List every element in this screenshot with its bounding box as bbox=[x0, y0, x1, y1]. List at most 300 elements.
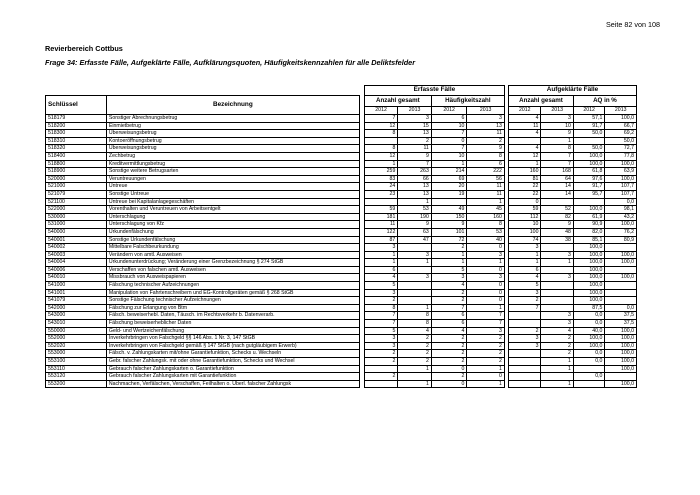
cell-anzahl-2012: 5 bbox=[364, 282, 398, 290]
cell-hz-2013: 11 bbox=[467, 183, 505, 191]
cell-bezeichnung: Sonstiger Abrechnungsbetrug bbox=[106, 115, 359, 123]
cell-aq-2013: 100,0 bbox=[605, 342, 637, 350]
table-row bbox=[46, 206, 637, 214]
cell-hz-2012: 5 bbox=[431, 266, 467, 274]
cell-anzahl-2013: 13 bbox=[398, 130, 432, 138]
cell-anzahl-2012: 3 bbox=[364, 244, 398, 252]
cell-aq-2013: 0,0 bbox=[605, 198, 637, 206]
cell-hz-2013: 11 bbox=[467, 130, 505, 138]
cell-hz-2012: 10 bbox=[431, 152, 467, 160]
cell-hz-2012: 9 bbox=[431, 221, 467, 229]
cell-bezeichnung: Fälschung beweiserheblicher Daten bbox=[106, 320, 359, 328]
header-year: 2012 bbox=[508, 107, 540, 115]
header-year: 2013 bbox=[467, 107, 505, 115]
cell-anzahl-2013: 4 bbox=[398, 327, 432, 335]
cell-schluessel: 553120 bbox=[46, 373, 107, 381]
cell-hz-2012: 2 bbox=[431, 358, 467, 366]
cell-schluessel: 553110 bbox=[46, 365, 107, 373]
cell-aufgeklaert-2013: 1 bbox=[541, 358, 573, 366]
cell-hz-2012: 2 bbox=[431, 244, 467, 252]
cell-aq-2013: 100,0 bbox=[605, 350, 637, 358]
cell-anzahl-2013: 2 bbox=[398, 342, 432, 350]
cell-aq-2012 bbox=[573, 380, 604, 388]
cell-anzahl-2012: 8 bbox=[364, 130, 398, 138]
cell-aq-2012 bbox=[573, 198, 604, 206]
cell-aufgeklaert-2012: 100 bbox=[508, 228, 540, 236]
cell-bezeichnung: Verschaffen von falschen amtl. Ausweisen bbox=[106, 266, 359, 274]
cell-bezeichnung: Vorenthalten und Veruntreuen von Arbeitsentgelt bbox=[106, 206, 359, 214]
cell-aq-2013: 66,7 bbox=[605, 122, 637, 130]
cell-hz-2013: 0 bbox=[467, 373, 505, 381]
table-row bbox=[46, 335, 637, 343]
cell-anzahl-2013: 3 bbox=[398, 251, 432, 259]
cell-aq-2013: 50,0 bbox=[605, 137, 637, 145]
cell-aufgeklaert-2012: 81 bbox=[508, 175, 540, 183]
cell-aufgeklaert-2013 bbox=[541, 198, 573, 206]
cell-anzahl-2012: 3 bbox=[364, 342, 398, 350]
cell-aq-2013: 77,8 bbox=[605, 152, 637, 160]
cell-aufgeklaert-2013: 4 bbox=[541, 327, 573, 335]
cell-schluessel: 518400 bbox=[46, 152, 107, 160]
cell-aufgeklaert-2012: 12 bbox=[508, 152, 540, 160]
cell-hz-2012: 0 bbox=[431, 137, 467, 145]
cell-hz-2012: 2 bbox=[431, 342, 467, 350]
table-row bbox=[46, 115, 637, 123]
cell-aufgeklaert-2012 bbox=[508, 358, 540, 366]
cell-hz-2012 bbox=[431, 198, 467, 206]
cell-hz-2012: 72 bbox=[431, 236, 467, 244]
cell-schluessel: 518800 bbox=[46, 160, 107, 168]
cell-aufgeklaert-2012: 3 bbox=[508, 335, 540, 343]
cell-anzahl-2013 bbox=[398, 289, 432, 297]
cell-hz-2013: 56 bbox=[467, 175, 505, 183]
cell-aufgeklaert-2013: 7 bbox=[541, 152, 573, 160]
cell-aq-2013: 100,0 bbox=[605, 365, 637, 373]
cell-bezeichnung: Inverkehrbringen von Falschgeld gemäß § 147 StGB (nach gutgläubigem Erwerb) bbox=[106, 342, 359, 350]
cell-anzahl-2012 bbox=[364, 365, 398, 373]
cell-bezeichnung: Urkundenfälschung bbox=[106, 228, 359, 236]
cell-aufgeklaert-2012: 3 bbox=[508, 289, 540, 297]
cell-aq-2012: 100,0 bbox=[573, 244, 604, 252]
cell-anzahl-2013: 3 bbox=[398, 274, 432, 282]
cell-aufgeklaert-2012: 1 bbox=[508, 259, 540, 267]
cell-aufgeklaert-2013: 14 bbox=[541, 183, 573, 191]
cell-bezeichnung: Veruntreuungen bbox=[106, 175, 359, 183]
cell-anzahl-2012: 7 bbox=[364, 115, 398, 123]
cell-aq-2013: 100,0 bbox=[605, 251, 637, 259]
table-row bbox=[46, 259, 637, 267]
cell-hz-2012: 6 bbox=[431, 115, 467, 123]
cell-hz-2013: 3 bbox=[467, 274, 505, 282]
cell-aufgeklaert-2012 bbox=[508, 380, 540, 388]
cell-hz-2013: 8 bbox=[467, 152, 505, 160]
table-row bbox=[46, 282, 637, 290]
table-row bbox=[46, 365, 637, 373]
cell-aufgeklaert-2013: 3 bbox=[541, 251, 573, 259]
cell-bezeichnung: Untreue bbox=[106, 183, 359, 191]
cell-schluessel: 522000 bbox=[46, 206, 107, 214]
cell-hz-2013: 1 bbox=[467, 198, 505, 206]
cell-aq-2012: 87,5 bbox=[573, 304, 604, 312]
cell-aq-2013: 0,0 bbox=[605, 304, 637, 312]
cell-hz-2012: 19 bbox=[431, 190, 467, 198]
cell-anzahl-2012: 7 bbox=[364, 312, 398, 320]
cell-anzahl-2013: 1 bbox=[398, 380, 432, 388]
cell-aufgeklaert-2012: 4 bbox=[508, 130, 540, 138]
cell-aufgeklaert-2012: 112 bbox=[508, 213, 540, 221]
cell-schluessel: 518900 bbox=[46, 168, 107, 176]
cell-aq-2012: 0,0 bbox=[573, 350, 604, 358]
cell-anzahl-2013: 263 bbox=[398, 168, 432, 176]
header-year: 2013 bbox=[398, 107, 432, 115]
cell-schluessel: 541001 bbox=[46, 289, 107, 297]
cell-schluessel: 520000 bbox=[46, 175, 107, 183]
cell-aq-2013: 100,0 bbox=[605, 335, 637, 343]
cell-hz-2012: 69 bbox=[431, 175, 467, 183]
cell-schluessel: 530000 bbox=[46, 213, 107, 221]
cell-bezeichnung: Fälsch. beweiserhebl. Daten, Täusch. im Rechtsverkehr b. Datenverarb. bbox=[106, 312, 359, 320]
cell-bezeichnung: Nachmachen, Verfälschen, Verschaffen, Feilhalten o. Überl. falscher Zahlungsk bbox=[106, 380, 359, 388]
cell-hz-2012: 1 bbox=[431, 259, 467, 267]
cell-bezeichnung: Untreue bei Kapitalanlagegeschäften bbox=[106, 198, 359, 206]
cell-schluessel: 552000 bbox=[46, 335, 107, 343]
cell-anzahl-2012: 8 bbox=[364, 145, 398, 153]
cell-hz-2013: 160 bbox=[467, 213, 505, 221]
cell-aq-2012: 95,7 bbox=[573, 190, 604, 198]
cell-bezeichnung: Kreditvermittlungsbetrug bbox=[106, 160, 359, 168]
cell-bezeichnung: Geld- und Wertzeichenfälschung bbox=[106, 327, 359, 335]
cell-aq-2013: 100,0 bbox=[605, 115, 637, 123]
cell-hz-2013: 2 bbox=[467, 358, 505, 366]
cell-hz-2012: 7 bbox=[431, 130, 467, 138]
table-row bbox=[46, 236, 637, 244]
table-row bbox=[46, 175, 637, 183]
table-row bbox=[46, 327, 637, 335]
cell-anzahl-2012 bbox=[364, 198, 398, 206]
cell-anzahl-2012: 2 bbox=[364, 373, 398, 381]
cell-anzahl-2013: 47 bbox=[398, 236, 432, 244]
cell-bezeichnung: Sonstige Fälschung technischer Aufzeichnungen bbox=[106, 297, 359, 305]
cell-aq-2012: 61,8 bbox=[573, 168, 604, 176]
cell-aq-2013: 100,0 bbox=[605, 259, 637, 267]
cell-aufgeklaert-2013 bbox=[541, 304, 573, 312]
cell-anzahl-2012: 87 bbox=[364, 236, 398, 244]
cell-aq-2013: 100,0 bbox=[605, 327, 637, 335]
table-row bbox=[46, 145, 637, 153]
cell-aufgeklaert-2013: 3 bbox=[541, 115, 573, 123]
cell-aufgeklaert-2013: 1 bbox=[541, 137, 573, 145]
header-year: 2012 bbox=[573, 107, 604, 115]
cell-hz-2012: 2 bbox=[431, 350, 467, 358]
cell-aufgeklaert-2013: 48 bbox=[541, 228, 573, 236]
cell-hz-2013: 0 bbox=[467, 297, 505, 305]
table-row bbox=[46, 228, 637, 236]
header-erfasste-faelle: Erfasste Fälle bbox=[364, 86, 504, 96]
cell-hz-2013: 0 bbox=[467, 244, 505, 252]
cell-bezeichnung: Fälschung technischer Aufzeichnungen bbox=[106, 282, 359, 290]
cell-aufgeklaert-2013 bbox=[541, 282, 573, 290]
cell-aq-2012: 100,0 bbox=[573, 251, 604, 259]
cell-aufgeklaert-2013: 8 bbox=[541, 145, 573, 153]
cell-hz-2012: 1 bbox=[431, 160, 467, 168]
cell-hz-2013: 13 bbox=[467, 122, 505, 130]
cell-aufgeklaert-2012: 22 bbox=[508, 183, 540, 191]
cell-schluessel: 518179 bbox=[46, 115, 107, 123]
cell-schluessel: 540010 bbox=[46, 274, 107, 282]
cell-hz-2013: 11 bbox=[467, 190, 505, 198]
header-aq-prozent: AQ in % bbox=[573, 96, 636, 107]
cell-schluessel: 552020 bbox=[46, 342, 107, 350]
cell-bezeichnung: Gebrauch falscher Zahlungskarten o. Garantiefunktion bbox=[106, 365, 359, 373]
table-row bbox=[46, 160, 637, 168]
table-body bbox=[46, 115, 637, 388]
table-row bbox=[46, 266, 637, 274]
cell-aq-2012: 100,0 bbox=[573, 289, 604, 297]
cell-aq-2013: 80,9 bbox=[605, 236, 637, 244]
cell-aufgeklaert-2013: 82 bbox=[541, 213, 573, 221]
cell-schluessel: 541000 bbox=[46, 282, 107, 290]
table-row bbox=[46, 122, 637, 130]
cell-anzahl-2013: 9 bbox=[398, 221, 432, 229]
cell-aq-2012: 100,0 bbox=[573, 160, 604, 168]
cell-anzahl-2013: 11 bbox=[398, 145, 432, 153]
cell-aufgeklaert-2013: 52 bbox=[541, 206, 573, 214]
cell-aufgeklaert-2013: 9 bbox=[541, 130, 573, 138]
cell-anzahl-2013: 63 bbox=[398, 228, 432, 236]
cell-aufgeklaert-2013: 64 bbox=[541, 175, 573, 183]
cell-schluessel: 553000 bbox=[46, 350, 107, 358]
cell-aufgeklaert-2013: 1 bbox=[541, 259, 573, 267]
table-row bbox=[46, 213, 637, 221]
cell-schluessel: 543000 bbox=[46, 312, 107, 320]
cell-anzahl-2012: 12 bbox=[364, 152, 398, 160]
cell-aq-2013 bbox=[605, 266, 637, 274]
cell-bezeichnung: Sonstige weitere Betrugsarten bbox=[106, 168, 359, 176]
cell-anzahl-2012: 259 bbox=[364, 168, 398, 176]
cell-schluessel: 540006 bbox=[46, 266, 107, 274]
table-row bbox=[46, 198, 637, 206]
cell-aq-2013: 43,2 bbox=[605, 213, 637, 221]
cell-anzahl-2012: 7 bbox=[364, 320, 398, 328]
cell-anzahl-2013: 66 bbox=[398, 175, 432, 183]
cell-aq-2013: 100,0 bbox=[605, 160, 637, 168]
cell-anzahl-2012: 59 bbox=[364, 206, 398, 214]
cell-aufgeklaert-2012: 11 bbox=[508, 122, 540, 130]
cell-aq-2012: 90,9 bbox=[573, 221, 604, 229]
cell-anzahl-2012: 2 bbox=[364, 297, 398, 305]
cell-aufgeklaert-2013: 9 bbox=[541, 221, 573, 229]
cell-anzahl-2012: 6 bbox=[364, 266, 398, 274]
cell-aq-2012 bbox=[573, 137, 604, 145]
cell-bezeichnung: Überweisungsbetrug bbox=[106, 130, 359, 138]
cell-bezeichnung: Gebrauch falscher Zahlungskarten mit Garantiefunktion bbox=[106, 373, 359, 381]
cell-anzahl-2013: 13 bbox=[398, 190, 432, 198]
cell-aufgeklaert-2012: 7 bbox=[508, 304, 540, 312]
cell-aq-2013: 72,7 bbox=[605, 145, 637, 153]
cell-hz-2012: 2 bbox=[431, 297, 467, 305]
cell-aufgeklaert-2012: 4 bbox=[508, 274, 540, 282]
table-row bbox=[46, 380, 637, 388]
cell-hz-2013: 2 bbox=[467, 342, 505, 350]
cell-aufgeklaert-2012 bbox=[508, 320, 540, 328]
cell-hz-2013: 45 bbox=[467, 206, 505, 214]
cell-anzahl-2012: 1 bbox=[364, 259, 398, 267]
cell-hz-2013: 2 bbox=[467, 335, 505, 343]
cell-anzahl-2012: 5 bbox=[364, 327, 398, 335]
table-row bbox=[46, 183, 637, 191]
cell-hz-2013: 9 bbox=[467, 145, 505, 153]
cell-schluessel: 518310 bbox=[46, 137, 107, 145]
cell-bezeichnung: Kontoeröffnungsbetrug bbox=[106, 137, 359, 145]
cell-bezeichnung: Fälsch. v. Zahlungskarten mit/ohne Garantiefunktion, Schecks u. Wechseln bbox=[106, 350, 359, 358]
cell-aq-2013 bbox=[605, 282, 637, 290]
cell-hz-2013: 2 bbox=[467, 350, 505, 358]
cell-hz-2012: 0 bbox=[431, 380, 467, 388]
cell-hz-2012: 3 bbox=[431, 274, 467, 282]
cell-anzahl-2013: 8 bbox=[398, 320, 432, 328]
cell-anzahl-2013: 190 bbox=[398, 213, 432, 221]
cell-hz-2013: 222 bbox=[467, 168, 505, 176]
cell-bezeichnung: Missbrauch von Ausweispapieren bbox=[106, 274, 359, 282]
cell-anzahl-2013: 2 bbox=[398, 335, 432, 343]
cell-aq-2013: 100,0 bbox=[605, 175, 637, 183]
cell-aufgeklaert-2012: 1 bbox=[508, 160, 540, 168]
cell-aq-2012: 97,6 bbox=[573, 175, 604, 183]
cell-schluessel: 521000 bbox=[46, 183, 107, 191]
cell-hz-2013: 8 bbox=[467, 221, 505, 229]
cell-aq-2013 bbox=[605, 297, 637, 305]
cell-aufgeklaert-2012: 22 bbox=[508, 190, 540, 198]
cell-aufgeklaert-2013 bbox=[541, 244, 573, 252]
cell-anzahl-2012: 1 bbox=[364, 251, 398, 259]
cell-aq-2013: 76,2 bbox=[605, 228, 637, 236]
cell-hz-2013: 1 bbox=[467, 304, 505, 312]
header-year: 2013 bbox=[541, 107, 573, 115]
cell-aq-2012: 61,9 bbox=[573, 213, 604, 221]
cell-bezeichnung: Unterschlagung bbox=[106, 213, 359, 221]
cell-hz-2013: 1 bbox=[467, 259, 505, 267]
cell-aq-2012: 100,0 bbox=[573, 274, 604, 282]
cell-anzahl-2013: 2 bbox=[398, 358, 432, 366]
cell-schluessel: 518320 bbox=[46, 145, 107, 153]
header-schluessel: Schlüssel bbox=[46, 96, 107, 115]
header-bezeichnung: Bezeichnung bbox=[106, 96, 359, 115]
table-row bbox=[46, 190, 637, 198]
cell-bezeichnung: Mittelbare Falschbeurkundung bbox=[106, 244, 359, 252]
cell-anzahl-2013: 2 bbox=[398, 350, 432, 358]
cell-bezeichnung: Zechbetrug bbox=[106, 152, 359, 160]
cell-anzahl-2012: 122 bbox=[364, 228, 398, 236]
cell-anzahl-2012: 181 bbox=[364, 213, 398, 221]
cell-bezeichnung: Sonstige Urkundenfälschung bbox=[106, 236, 359, 244]
table-caption: Frage 34: Erfasste Fälle, Aufgeklärte Fälle, Aufklärungsquoten, Häufigkeitskennzahlen für alle Deliktsfelder bbox=[45, 58, 416, 67]
cell-aufgeklaert-2013: 14 bbox=[541, 190, 573, 198]
cell-aufgeklaert-2012: 3 bbox=[508, 342, 540, 350]
cell-schluessel: 540000 bbox=[46, 228, 107, 236]
header-year: 2012 bbox=[431, 107, 467, 115]
cell-bezeichnung: Verändern von amtl. Ausweisen bbox=[106, 251, 359, 259]
cell-hz-2012: 101 bbox=[431, 228, 467, 236]
cell-aufgeklaert-2013: 3 bbox=[541, 274, 573, 282]
cell-aufgeklaert-2012 bbox=[508, 350, 540, 358]
region-title: Revierbereich Cottbus bbox=[45, 44, 123, 53]
cell-hz-2013: 40 bbox=[467, 236, 505, 244]
cell-aq-2013: 37,5 bbox=[605, 320, 637, 328]
cell-hz-2012: 2 bbox=[431, 373, 467, 381]
cell-aufgeklaert-2013 bbox=[541, 297, 573, 305]
cell-schluessel: 542000 bbox=[46, 304, 107, 312]
table-row bbox=[46, 168, 637, 176]
table-row bbox=[46, 320, 637, 328]
cell-aq-2013 bbox=[605, 244, 637, 252]
cell-anzahl-2013 bbox=[398, 373, 432, 381]
cell-hz-2013: 1 bbox=[467, 365, 505, 373]
cell-aq-2012: 50,0 bbox=[573, 130, 604, 138]
cell-aufgeklaert-2012: 160 bbox=[508, 168, 540, 176]
header-year: 2013 bbox=[605, 107, 637, 115]
cell-anzahl-2012 bbox=[364, 380, 398, 388]
cell-aq-2012: 82,0 bbox=[573, 228, 604, 236]
cell-anzahl-2013: 1 bbox=[398, 198, 432, 206]
cell-aufgeklaert-2013 bbox=[541, 373, 573, 381]
cell-aufgeklaert-2013: 168 bbox=[541, 168, 573, 176]
cell-hz-2013: 3 bbox=[467, 115, 505, 123]
cell-anzahl-2012: 2 bbox=[364, 358, 398, 366]
cell-anzahl-2013: 9 bbox=[398, 152, 432, 160]
cell-schluessel: 553100 bbox=[46, 358, 107, 366]
table-row bbox=[46, 373, 637, 381]
cell-aq-2012: 100,0 bbox=[573, 297, 604, 305]
cell-hz-2013: 3 bbox=[467, 251, 505, 259]
cell-aufgeklaert-2012: 3 bbox=[508, 244, 540, 252]
cell-aufgeklaert-2012: 6 bbox=[508, 266, 540, 274]
cell-bezeichnung: Sonstige Untreue bbox=[106, 190, 359, 198]
cell-aufgeklaert-2012 bbox=[508, 365, 540, 373]
cell-anzahl-2012: 83 bbox=[364, 175, 398, 183]
table-row bbox=[46, 304, 637, 312]
cell-hz-2012: 1 bbox=[431, 251, 467, 259]
cell-bezeichnung: Manipulation von Fahrtenschreibern und EG-Kontrollgeräten gemäß § 268 StGB bbox=[106, 289, 359, 297]
cell-aq-2013: 100,0 bbox=[605, 358, 637, 366]
cell-hz-2013: 53 bbox=[467, 228, 505, 236]
cell-aufgeklaert-2013: 1 bbox=[541, 365, 573, 373]
cell-schluessel: 540004 bbox=[46, 259, 107, 267]
cell-aq-2012: 100,0 bbox=[573, 266, 604, 274]
cell-aq-2012: 100,0 bbox=[573, 342, 604, 350]
table-row bbox=[46, 152, 637, 160]
cell-aufgeklaert-2012: 4 bbox=[508, 115, 540, 123]
cell-anzahl-2012: 12 bbox=[364, 122, 398, 130]
cell-hz-2012: 2 bbox=[431, 289, 467, 297]
cell-hz-2012: 4 bbox=[431, 282, 467, 290]
header-haeufigkeitszahl: Häufigkeitszahl bbox=[431, 96, 504, 107]
table-row bbox=[46, 274, 637, 282]
cell-hz-2012: 2 bbox=[431, 335, 467, 343]
cell-aq-2012: 0,0 bbox=[573, 312, 604, 320]
cell-aq-2012: 91,7 bbox=[573, 122, 604, 130]
cell-aufgeklaert-2012: 59 bbox=[508, 206, 540, 214]
header-aufgeklaerte-faelle: Aufgeklärte Fälle bbox=[508, 86, 636, 96]
cell-aq-2013: 37,5 bbox=[605, 312, 637, 320]
cell-anzahl-2013: 8 bbox=[398, 312, 432, 320]
cell-hz-2012: 7 bbox=[431, 304, 467, 312]
cell-aufgeklaert-2012: 2 bbox=[508, 297, 540, 305]
cell-anzahl-2012 bbox=[364, 137, 398, 145]
cell-anzahl-2012: 2 bbox=[364, 350, 398, 358]
cell-schluessel: 518200 bbox=[46, 122, 107, 130]
cell-aufgeklaert-2013: 3 bbox=[541, 320, 573, 328]
header-anzahl-gesamt-aufgeklaert: Anzahl gesamt bbox=[508, 96, 573, 107]
